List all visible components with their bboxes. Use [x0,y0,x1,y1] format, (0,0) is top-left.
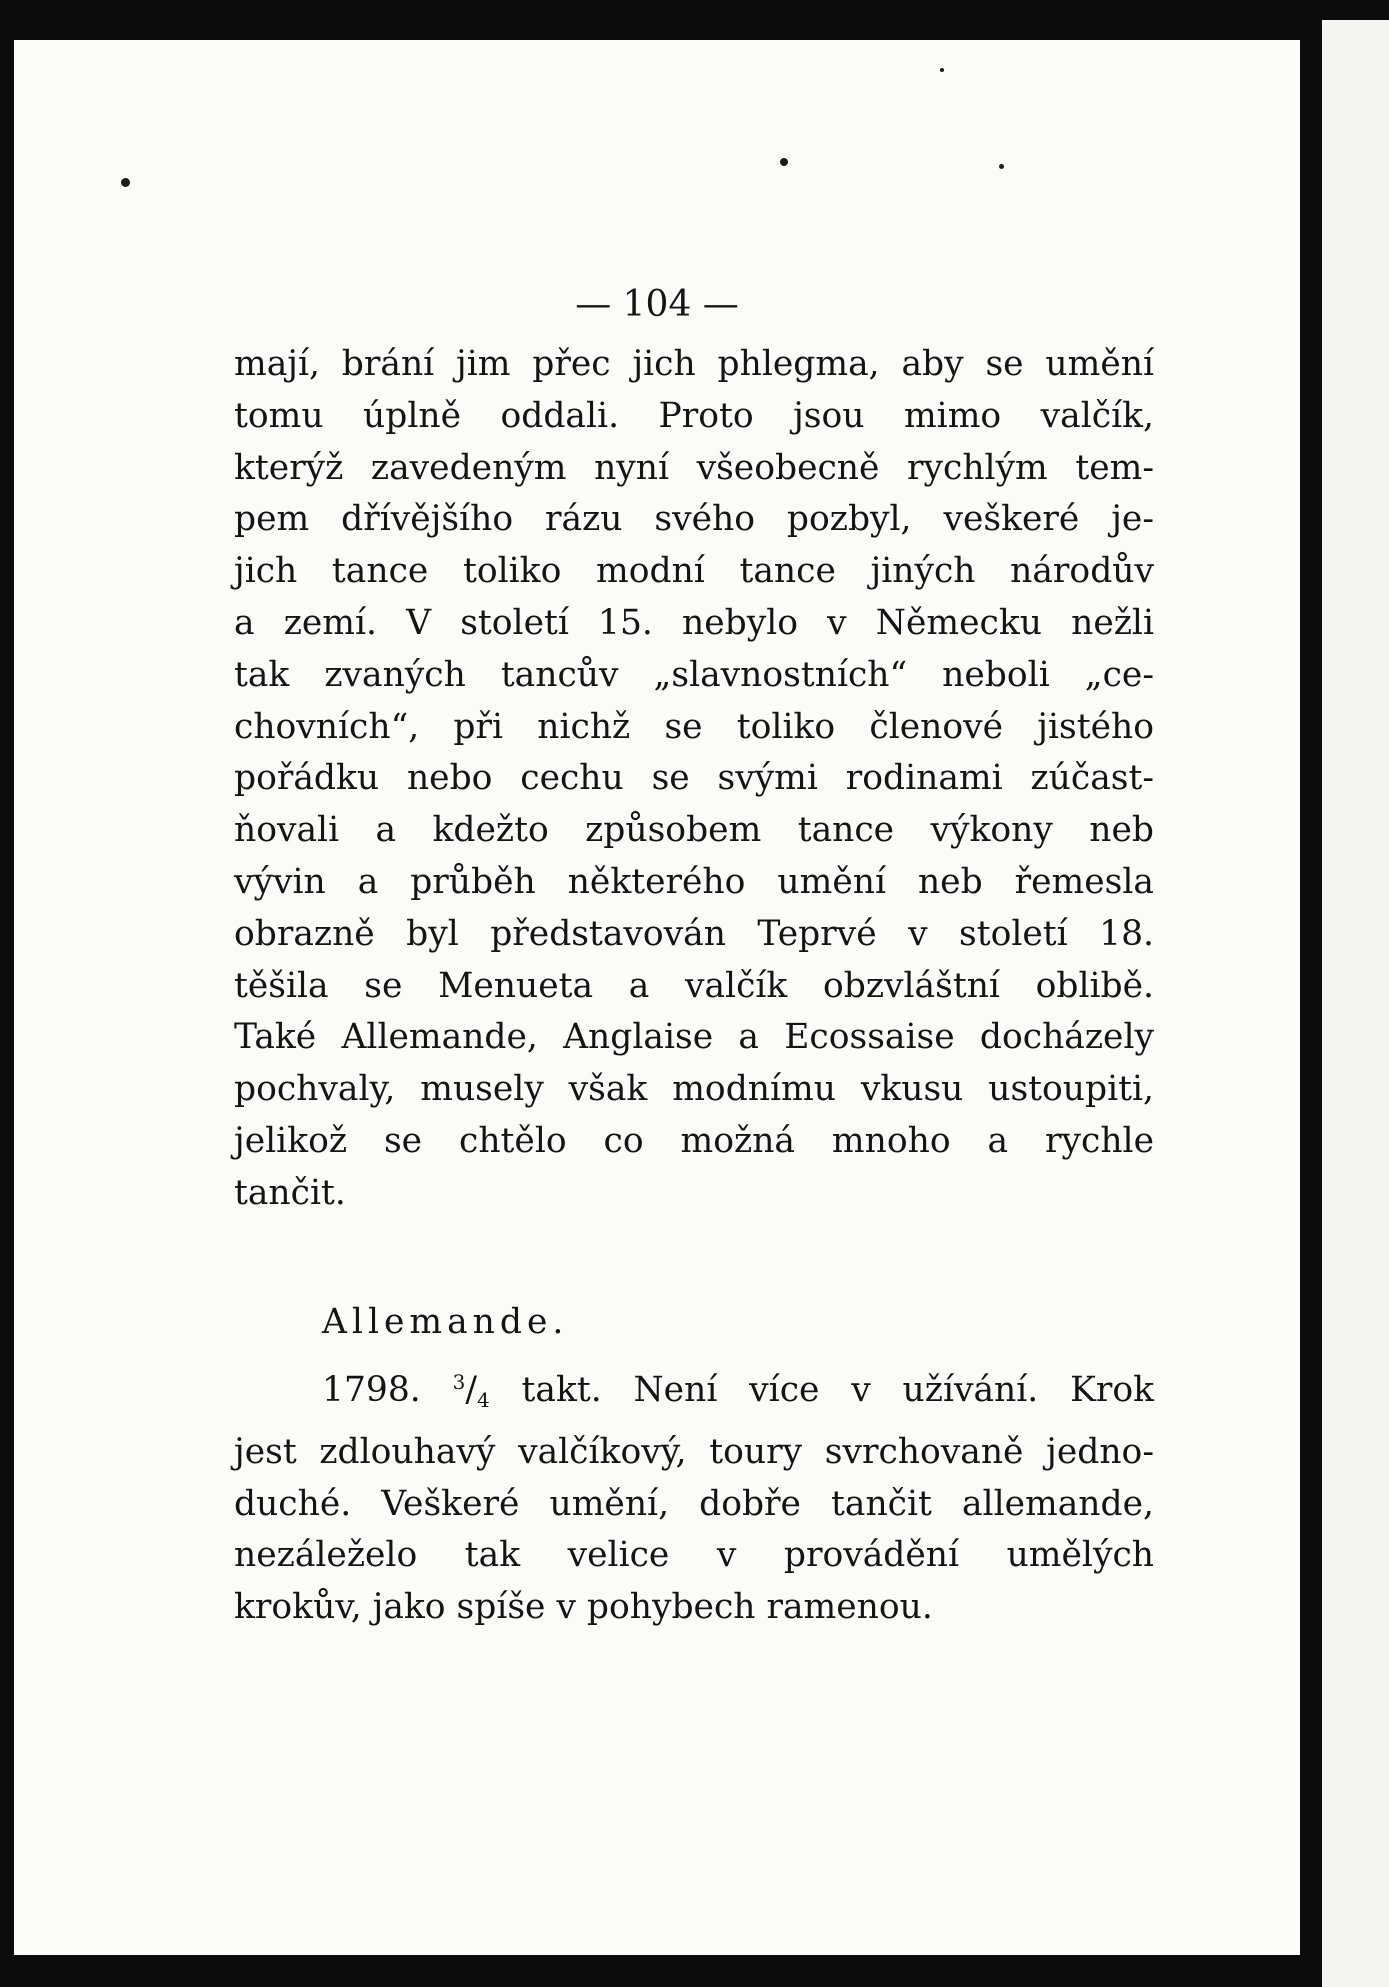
paragraph-line: pem dřívějšího rázu svého pozbyl, veškeré je- [234,499,1154,540]
paragraph-line: kterýž zavedeným nyní všeobecně rychlým tem- [234,447,1154,488]
paragraph-line: mají, brání jim přec jich phlegma, aby se umění [234,344,1154,384]
paragraph-line: duché. Veškeré umění, dobře tančit allemande, [234,1483,1154,1524]
ink-speck [999,164,1004,169]
page-number: — 104 — [575,284,739,325]
paragraph-line: jest zdlouhavý valčíkový, toury svrchovaně jedno- [234,1431,1154,1472]
book-page [14,40,1300,1955]
section-heading: Allemande. [322,1302,569,1342]
paragraph-line: jelikož se chtělo co možná mnoho a rychle [234,1120,1154,1161]
adjacent-page-edge [1322,20,1389,1987]
paragraph-line: vývin a průběh některého umění neb řemesla [234,861,1154,902]
line-rest-text: takt. Není více v užívání. Krok [489,1370,1155,1410]
paragraph-line: nezáleželo tak velice v provádění umělých [234,1535,1154,1576]
paragraph-line: těšila se Menueta a valčík obzvláštní oblibě. [234,965,1154,1006]
fraction-denominator: 4 [476,1388,490,1412]
paragraph-line: chovních“, při nichž se toliko členové jistého [234,706,1154,747]
paragraph-line: krokův, jako spíše v pohybech ramenou. [234,1587,933,1628]
paragraph-allemande [234,1357,1154,1634]
paragraph-line: pořádku nebo cechu se svými rodinami zúčast- [234,758,1154,799]
ink-speck [940,68,944,72]
year-text: 1798. [322,1370,421,1410]
fraction-separator: / [465,1370,477,1410]
paragraph-line: a zemí. V století 15. nebylo v Německu nežli [234,602,1154,643]
paragraph-line: tak zvaných tancův „slavnostních“ neboli „ce- [234,654,1154,695]
paragraph-line: pochvaly, musely však modnímu vkusu ustoupiti, [234,1069,1154,1110]
paragraph-line: Také Allemande, Anglaise a Ecossaise docházely [234,1017,1154,1058]
ink-speck [121,178,130,187]
paragraph-line: ňovali a kdežto způsobem tance výkony neb [234,810,1154,851]
fraction-numerator: 3 [452,1370,466,1394]
paragraph-line [234,1357,1154,1427]
paragraph-line: tančit. [234,1172,346,1213]
ink-speck [780,158,788,166]
paragraph-line: jich tance toliko modní tance jiných národův [234,551,1154,592]
paragraph-line: obrazně byl představován Teprvé v století 18. [234,913,1154,954]
paragraph-line: tomu úplně oddali. Proto jsou mimo valčík, [234,395,1154,436]
paragraph-intro [234,339,1154,1220]
